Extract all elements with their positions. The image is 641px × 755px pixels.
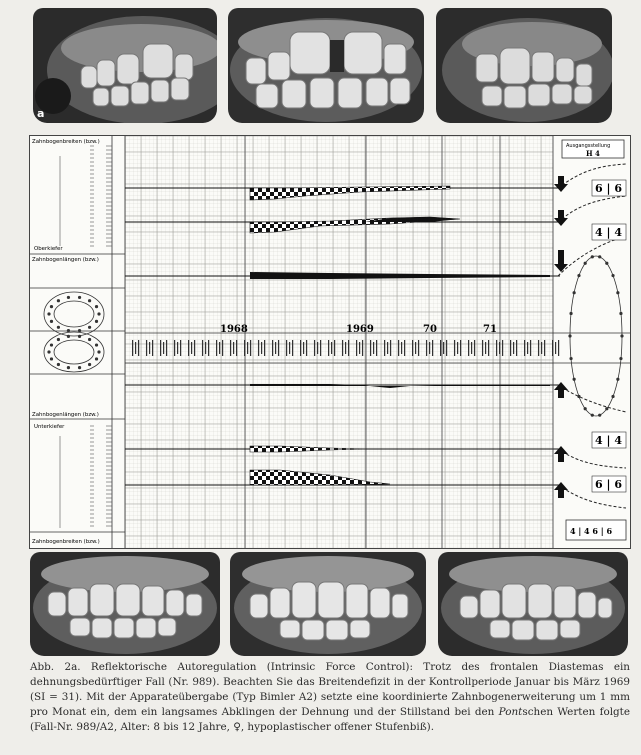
dental-arch-chart [29,135,631,549]
label-bottom-arch-length: Zahnbogenlängen (bzw.) [32,412,99,418]
teeth-photo-image [33,8,217,123]
teeth-photo-image [438,552,628,656]
lower-arch-diagram [44,332,104,372]
right-label-r2: 4 | 4 [595,226,622,239]
caption-text-1: Abb. 2a. Reflektorische Autoregulation (Intrinsic Force Control): Trotz des frontalen Diastemas ein dehnungsbedürftiger Fall (Nr. 989). Beachten Sie das Breitendefizit in der Kontrollperiode Januar bis März 1969 (SI = 31). Mit der Apparateübergabe (Typ Bimler A2) setzte eine koordinierte Zahnbogenerweiterung um 1 mm pro Monat ein, dem ein langsames Abklingen der Dehnung und der Stillstand bei den [30,661,630,718]
left-scale-panel [30,136,125,548]
caption-text-2: schen Werten folgte (Fall-Nr. 989/A2, Alter: 8 bis 12 Jahre, ♀, hypoplastischer offener Stufenbiß). [30,706,630,733]
label-top-arch-width: Zahnbogenbreiten (bzw.) [32,139,100,145]
label-upper-jaw: Oberkiefer [34,246,63,252]
upper-arch-diagram [44,292,104,336]
teeth-photo-image [436,8,612,123]
photo-top-left [33,8,217,123]
photo-top-center [228,8,424,123]
photo-bottom-right [438,552,628,656]
caption-italic-name: Pont [498,706,523,718]
figure-caption [30,660,630,735]
photo-bottom-left [30,552,220,656]
teeth-photo-image [228,8,424,123]
right-arch-diagram [568,255,623,417]
year-label-71: 71 [483,324,497,335]
photo-label: a [37,107,45,120]
year-label-1969: 1969 [346,324,374,335]
photo-top-right [436,8,612,123]
teeth-photo-image [230,552,426,656]
right-panel [553,136,626,548]
label-lower-jaw: Unterkiefer [34,424,65,430]
right-label-r1: 6 | 6 [595,182,622,195]
year-label-1968: 1968 [220,324,248,335]
chart-canvas [30,136,630,548]
right-label-r4: 6 | 6 [595,478,622,491]
teeth-photo-image [30,552,220,656]
right-top-box-value: H 4 [586,149,600,158]
right-bottom-box: 4 | 4 6 | 6 [570,526,613,536]
photo-bottom-center [230,552,426,656]
label-top-arch-length: Zahnbogenlängen (bzw.) [32,257,99,263]
year-label-70: 70 [423,324,437,335]
right-label-r3: 4 | 4 [595,434,622,447]
right-top-box-label: Ausgangsstellung [566,143,611,149]
label-bottom-arch-width: Zahnbogenbreiten (bzw.) [32,539,100,545]
